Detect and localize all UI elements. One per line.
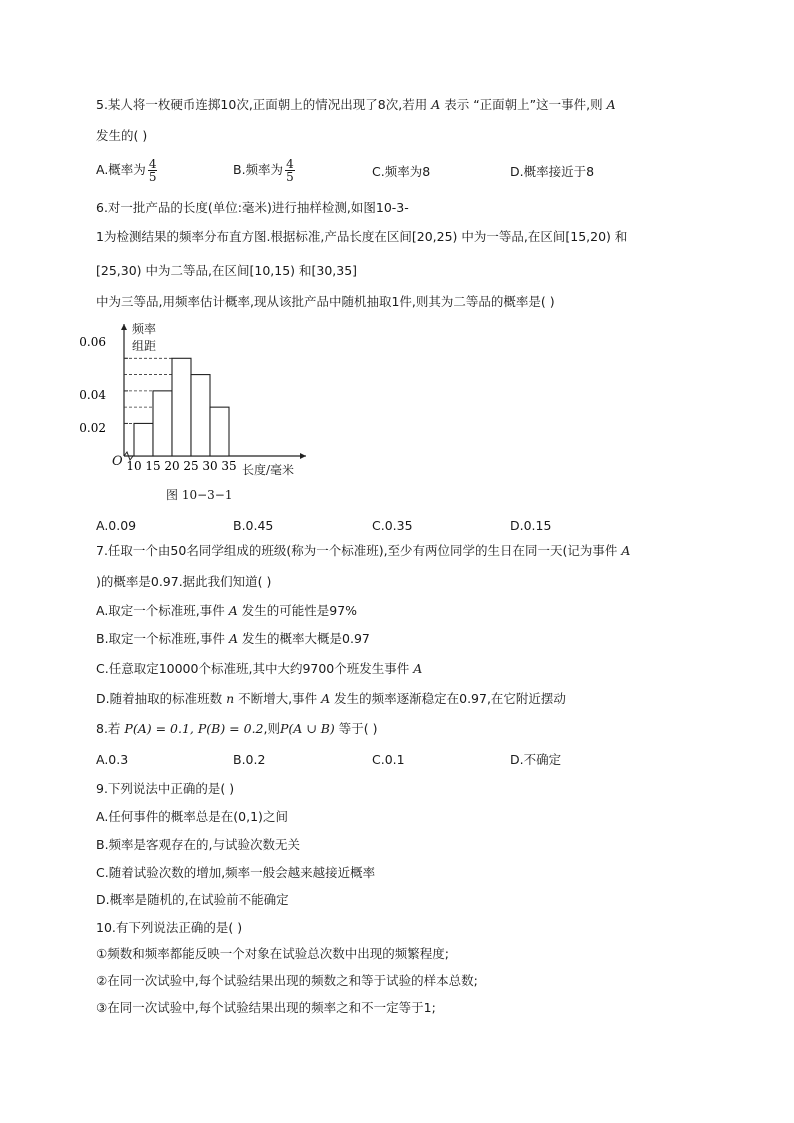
x-tick-label: 35 [221,459,237,473]
histogram-bar [134,423,153,456]
q5-option-b-text: B.频率为 [233,162,284,177]
fraction [148,158,158,183]
q8-mid: ,则 [263,721,280,736]
q7-option-c [96,660,422,678]
q6-option-b: B.0.45 [233,518,274,533]
q5-option-c: C.频率为8 [372,164,431,179]
x-tick-label: 15 [145,459,161,473]
histogram-bar [191,375,210,456]
var-A: A [413,661,423,676]
q9-stem: 9.下列说法中正确的是( ) [96,781,235,796]
q7-stem-line2: )的概率是0.97.据此我们知道( ) [96,574,272,589]
q10-statement-3: ③在同一次试验中,每个试验结果出现的频率之和不一定等于1; [96,1000,436,1015]
q7-option-a-text2: 发生的可能性是97% [241,603,358,618]
q8-suffix: 等于( ) [338,721,378,736]
x-tick-label: 25 [183,459,199,473]
q5-stem-line1 [96,96,616,114]
q9-option-c: C.随着试验次数的增加,频率一般会越来越接近概率 [96,865,376,880]
q8-option-b: B.0.2 [233,752,266,767]
q5-text-a: 5.某人将一枚硬币连掷10次,正面朝上的情况出现了8次,若用 [96,97,428,112]
q6-option-d: D.0.15 [510,518,552,533]
var-A: A [431,97,441,112]
q7-option-b-text2: 发生的概率大概是0.97 [242,631,370,646]
q7-text-a: 7.任取一个由50名同学组成的班级(称为一个标准班),至少有两位同学的生日在同一天(记为事件 [96,543,618,558]
y-axis-arrow [121,324,127,330]
q8-prefix: 8.若 [96,721,121,736]
var-A: A [228,603,238,618]
q6-stem-line4: 中为三等品,用频率估计概率,现从该批产品中随机抽取1件,则其为二等品的概率是( ) [96,294,555,309]
q7-option-b-text: B.取定一个标准班,事件 [96,631,226,646]
frac-den: 5 [148,170,157,184]
q7-option-c-text: C.任意取定10000个标准班,其中大约9700个班发生事件 [96,661,410,676]
histogram-ylabel-bottom: 组距 [132,339,157,353]
histogram-bar [210,407,229,456]
q5-option-b [233,158,295,183]
q10-statement-1: ①频数和频率都能反映一个对象在试验总次数中出现的频繁程度; [96,946,449,961]
x-axis-arrow [300,453,306,459]
var-A: A [606,97,616,112]
q8-union-expression: P(A ∪ B) [280,721,335,736]
q5-stem-line2: 发生的( ) [96,128,148,143]
x-tick-label: 20 [164,459,180,473]
var-A: A [229,631,239,646]
x-tick-label: 30 [202,459,218,473]
frac-den: 5 [286,170,294,184]
histogram-bars [134,358,229,456]
frac-num: 4 [148,157,157,171]
q8-stem [96,720,378,738]
q9-option-b: B.频率是客观存在的,与试验次数无关 [96,837,301,852]
frac-num: 4 [286,157,294,171]
y-tick-label: 0.02 [79,421,106,435]
x-tick-label: 10 [126,459,142,473]
y-tick-label: 0.06 [79,335,106,349]
q5-option-a [96,158,157,183]
q7-option-b [96,630,370,648]
y-tick-label: 0.04 [79,388,106,402]
q7-option-d-text2: 不断增大,事件 [238,691,318,706]
q10-statement-2: ②在同一次试验中,每个试验结果出现的频数之和等于试验的样本总数; [96,973,478,988]
q6-option-a: A.0.09 [96,518,137,533]
histogram-ylabel-top: 频率 [132,322,157,336]
q5-option-a-text: A.概率为 [96,162,146,177]
q6-stem-line3: [25,30) 中为二等品,在区间[10,15) 和[30,35] [96,263,358,278]
q7-option-d [96,690,566,708]
q7-option-d-text3: 发生的频率逐渐稳定在0.97,在它附近摆动 [334,691,566,706]
histogram-xlabel: 长度/毫米 [242,463,295,477]
q10-stem: 10.有下列说法正确的是( ) [96,920,243,935]
var-A: A [621,543,631,558]
q8-expression: P(A) = 0.1, P(B) = 0.2 [124,721,264,736]
q7-stem-line1 [96,542,630,560]
q6-option-c: C.0.35 [372,518,413,533]
q9-option-a: A.任何事件的概率总是在(0,1)之间 [96,809,288,824]
histogram-caption: 图 10−3−1 [166,488,233,502]
q8-option-d: D.不确定 [510,752,562,767]
histogram-bar [172,358,191,456]
q5-text-b: 表示 “正面朝上”这一事件,则 [444,97,603,112]
histogram-origin: O [112,454,123,469]
var-n: n [226,691,235,706]
q6-stem-line1: 6.对一批产品的长度(单位:毫米)进行抽样检测,如图10-3- [96,200,409,215]
q9-option-d: D.概率是随机的,在试验前不能确定 [96,892,289,907]
histogram-bar [153,391,172,456]
q8-option-c: C.0.1 [372,752,405,767]
q8-option-a: A.0.3 [96,752,129,767]
q6-stem-line2: 1为检测结果的频率分布直方图.根据标准,产品长度在区间[20,25) 中为一等品,在区间[15,20) 和 [96,229,628,244]
fraction [285,158,295,183]
q7-option-a [96,602,357,620]
q5-option-d: D.概率接近于8 [510,164,595,179]
q7-option-a-text: A.取定一个标准班,事件 [96,603,225,618]
var-A: A [321,691,331,706]
q7-option-d-text: D.随着抽取的标准班数 [96,691,223,706]
